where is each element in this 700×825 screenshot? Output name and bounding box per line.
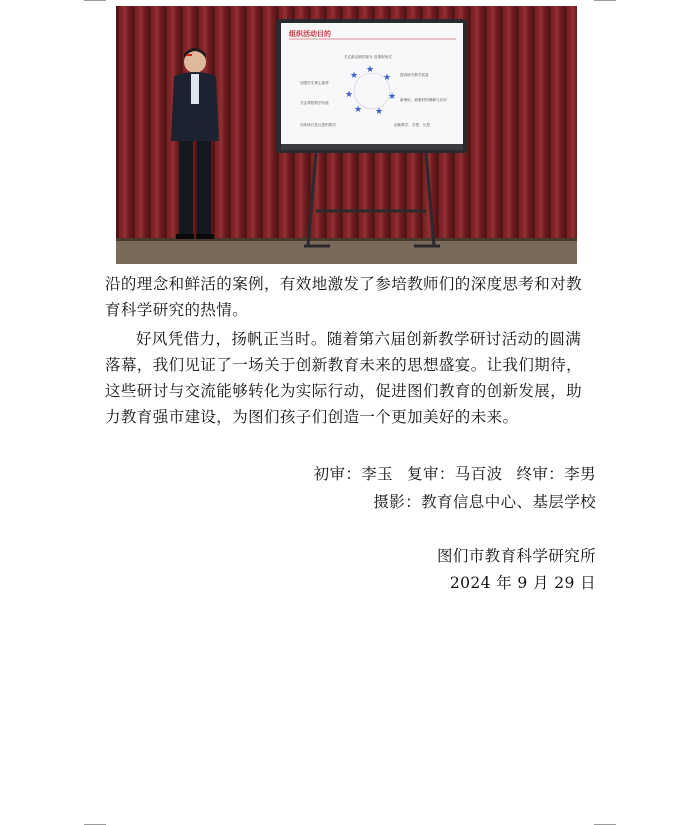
slide-star: ★ — [366, 65, 375, 75]
slide-item: 创新教学、学思、反思 — [394, 123, 430, 127]
slide-item: 新理论、新教材的理解与应用 — [400, 98, 447, 102]
slide-item: 关注课程教学价值 — [300, 101, 329, 105]
body-line: 这些研讨与交流能够转化为实际行动，促进图们教育的创新发展，助 — [105, 382, 583, 400]
slide-star: ★ — [345, 90, 354, 100]
event-photo — [116, 6, 577, 264]
slide-item: 加强学生核心素养 — [300, 81, 329, 85]
publish-date: 2024 年 9 月 29 日 — [449, 574, 596, 592]
slide-item: 同伴研讨及反思的教学 — [300, 123, 336, 127]
body-line: 好风凭借力，扬帆正当时。随着第六届创新教学研讨活动的圆满 — [136, 330, 582, 348]
slide-star: ★ — [350, 71, 359, 81]
body-line: 力教育强市建设，为图们孩子们创造一个更加美好的未来。 — [105, 408, 519, 426]
organization-name: 图们市教育科学研究所 — [436, 547, 596, 565]
final-review: 终审：李男 — [516, 465, 596, 483]
slide-star: ★ — [383, 73, 392, 83]
slide-star: ★ — [388, 92, 397, 102]
slide-title: 组织活动目的 — [289, 30, 331, 38]
slide-star: ★ — [354, 105, 363, 115]
crop-mark-top-left — [84, 0, 106, 1]
crop-mark-top-right — [594, 0, 616, 1]
body-line: 沿的理念和鲜活的案例，有效地激发了参培教师们的深度思考和对教 — [105, 275, 583, 293]
body-paragraph-1 — [105, 271, 597, 323]
first-review: 初审：李玉 — [313, 465, 394, 483]
stage-floor — [116, 238, 577, 264]
slide-item: 关注最活跃的部分 及课程形式 — [344, 55, 392, 59]
second-review: 复审：马百波 — [407, 465, 503, 483]
photography-credit: 摄影：教育信息中心、基层学校 — [373, 493, 596, 511]
slide-star: ★ — [375, 107, 384, 117]
review-credits — [314, 461, 596, 487]
body-line: 育科学研究的热情。 — [105, 301, 249, 319]
body-line: 落幕，我们见证了一场关于创新教育未来的思想盛宴。让我们期待， — [105, 356, 583, 374]
body-paragraph-2 — [105, 326, 597, 430]
slide-item: 提高研究教学质量 — [400, 73, 429, 77]
